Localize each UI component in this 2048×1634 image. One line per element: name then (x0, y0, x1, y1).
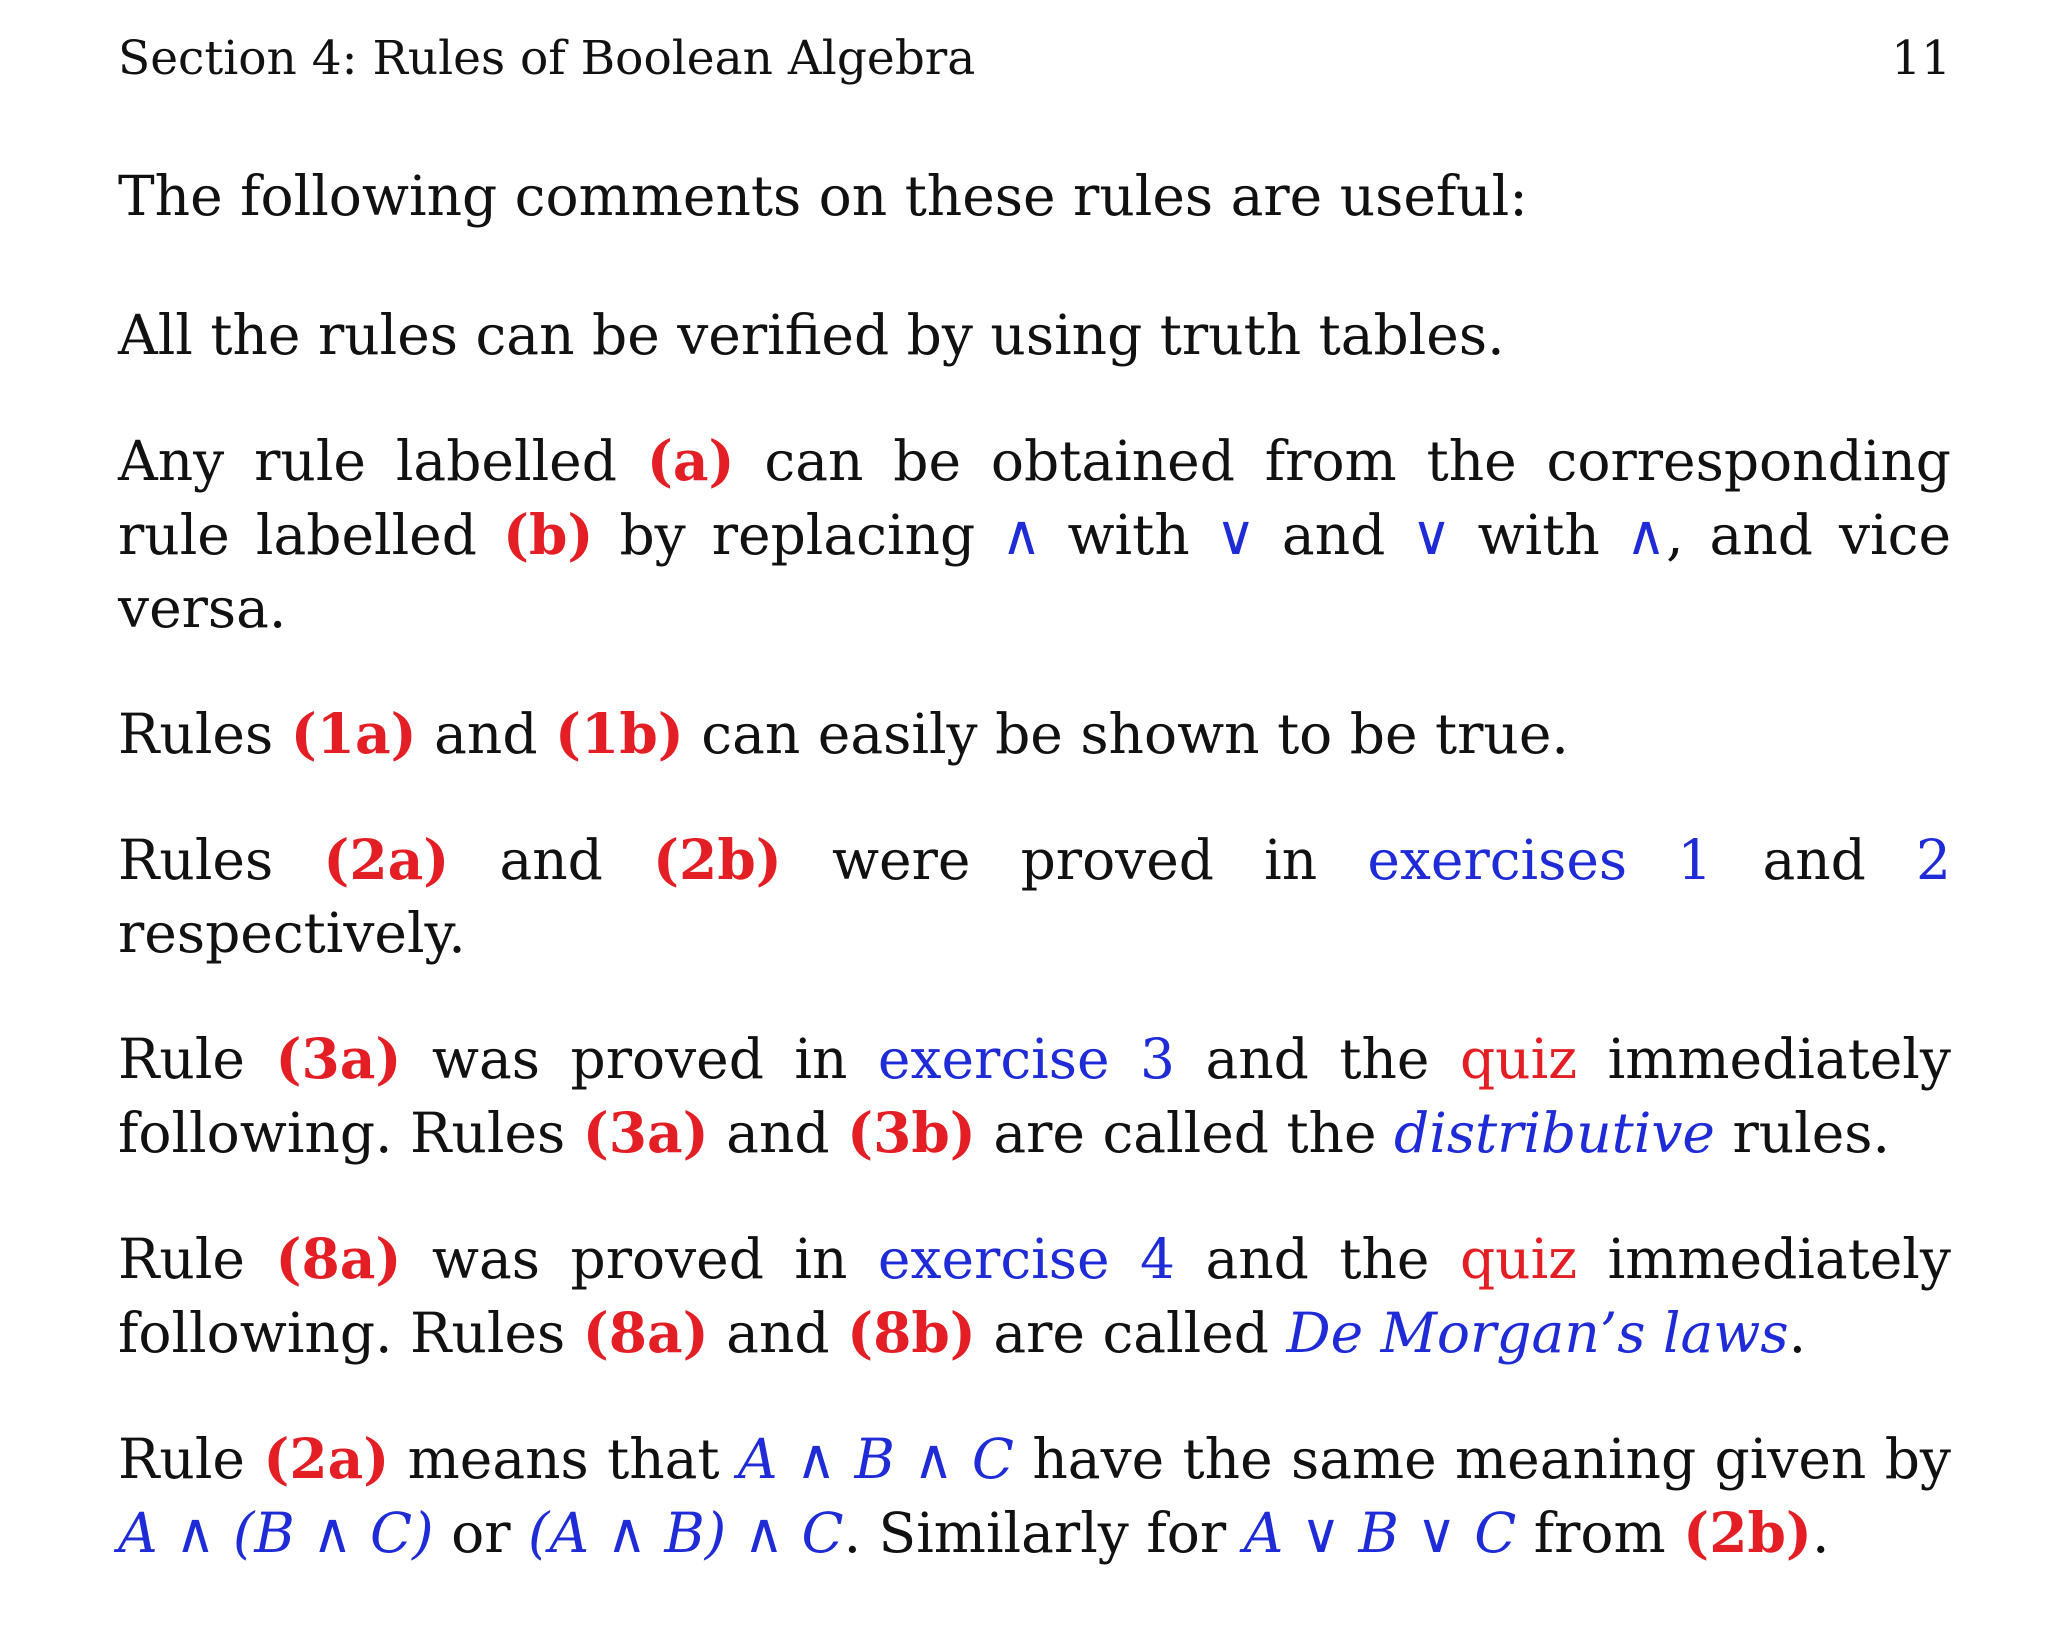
rule-label-3a[interactable]: (3a) (275, 1026, 402, 1091)
rule-label-8b[interactable]: (8b) (847, 1300, 976, 1365)
paragraph-duality (118, 424, 1951, 645)
text-span: Rules (118, 702, 291, 766)
text-span: are called the (975, 1101, 1395, 1165)
quiz-link[interactable]: quiz (1459, 1227, 1578, 1291)
text-span: and (708, 1101, 848, 1165)
math-expression-a-and-b-and-c: A ∧ B ∧ C (737, 1427, 1015, 1491)
rule-label-2a[interactable]: (2a) (323, 827, 450, 892)
or-symbol: ∨ (1215, 503, 1256, 567)
paragraph-associativity (118, 1422, 1951, 1570)
paragraph-truth-tables: All the rules can be verified by using truth tables. (118, 303, 1505, 367)
text-span: and (449, 828, 654, 892)
distributive-term: distributive (1394, 1101, 1715, 1165)
text-span: rules. (1714, 1101, 1891, 1165)
quiz-link[interactable]: quiz (1459, 1027, 1578, 1091)
text-span: was proved in (401, 1227, 878, 1291)
text-span: Rule (118, 1027, 276, 1091)
paragraph-rules-1 (118, 697, 1951, 771)
paragraph-rules-8 (118, 1222, 1951, 1370)
text-span: and (1712, 828, 1917, 892)
rule-label-1a[interactable]: (1a) (290, 701, 417, 766)
exercise-4-link[interactable]: exercise 4 (877, 1227, 1175, 1291)
rule-label-3a[interactable]: (3a) (582, 1100, 709, 1165)
page-header (118, 24, 1951, 94)
text-span: . (1788, 1301, 1807, 1365)
rule-label-b[interactable]: (b) (502, 502, 594, 567)
text-span: Rule (118, 1227, 276, 1291)
text-span: immediately following. Rules (118, 1027, 1951, 1165)
and-symbol: ∧ (1625, 503, 1667, 567)
text-span: . Similarly for (843, 1501, 1244, 1565)
math-expression-a-or-b-or-c: A ∨ B ∨ C (1243, 1501, 1517, 1565)
text-span: with (1451, 503, 1626, 567)
text-span: with (1041, 503, 1216, 567)
text-span: Rule (118, 1427, 264, 1491)
math-expression-a-and-bc: A ∧ (B ∧ C) (118, 1501, 434, 1565)
rule-label-1b[interactable]: (1b) (555, 701, 684, 766)
rule-label-2b[interactable]: (2b) (1683, 1500, 1812, 1565)
text-span: were proved in (781, 828, 1368, 892)
rule-label-8a[interactable]: (8a) (582, 1300, 709, 1365)
text-span: and (708, 1301, 848, 1365)
text-span: have the same meaning given by (1014, 1427, 1951, 1491)
text-span: and (416, 702, 556, 766)
text-span: was proved in (401, 1027, 878, 1091)
text-span: , and vice versa. (118, 503, 1951, 640)
text-span: by replacing (593, 503, 1002, 567)
or-symbol: ∨ (1411, 503, 1452, 567)
text-span: and the (1174, 1227, 1460, 1291)
text-span: Any rule labelled (118, 429, 647, 493)
text-span: Rules (118, 828, 324, 892)
text-span (1627, 828, 1677, 892)
exercise-3-link[interactable]: exercise 3 (877, 1027, 1175, 1091)
exercise-2-link[interactable]: 2 (1916, 828, 1952, 892)
text-span: can be obtained from the corresponding rule labelled (118, 429, 1951, 567)
paragraph-rules-2 (118, 823, 1951, 970)
text-span: are called (975, 1301, 1287, 1365)
and-symbol: ∧ (1001, 503, 1042, 567)
de-morgans-laws-term: De Morgan’s laws (1286, 1301, 1789, 1365)
text-span: and the (1174, 1027, 1460, 1091)
text-span: and (1255, 503, 1412, 567)
text-span: can easily be shown to be true. (683, 702, 1569, 766)
page-number: 11 (1891, 31, 1951, 86)
page-body (118, 160, 1951, 1622)
rule-label-8a[interactable]: (8a) (275, 1226, 402, 1291)
text-span: respectively. (118, 901, 466, 965)
exercise-1-link[interactable]: 1 (1677, 828, 1713, 892)
intro-paragraph: The following comments on these rules are useful: (118, 164, 1528, 228)
rule-label-2b[interactable]: (2b) (653, 827, 782, 892)
math-expression-ab-and-c: (A ∧ B) ∧ C (527, 1501, 844, 1565)
rule-label-3b[interactable]: (3b) (847, 1100, 976, 1165)
paragraph-rules-3 (118, 1022, 1951, 1170)
section-title: Section 4: Rules of Boolean Algebra (118, 31, 976, 86)
text-span: or (433, 1501, 528, 1565)
rule-label-2a[interactable]: (2a) (263, 1426, 390, 1491)
text-span: means that (389, 1427, 738, 1491)
rule-label-a[interactable]: (a) (646, 428, 735, 493)
exercises-link[interactable]: exercises (1367, 828, 1628, 892)
text-span: immediately following. Rules (118, 1227, 1951, 1365)
text-span: . (1811, 1501, 1830, 1565)
text-span: from (1516, 1501, 1684, 1565)
